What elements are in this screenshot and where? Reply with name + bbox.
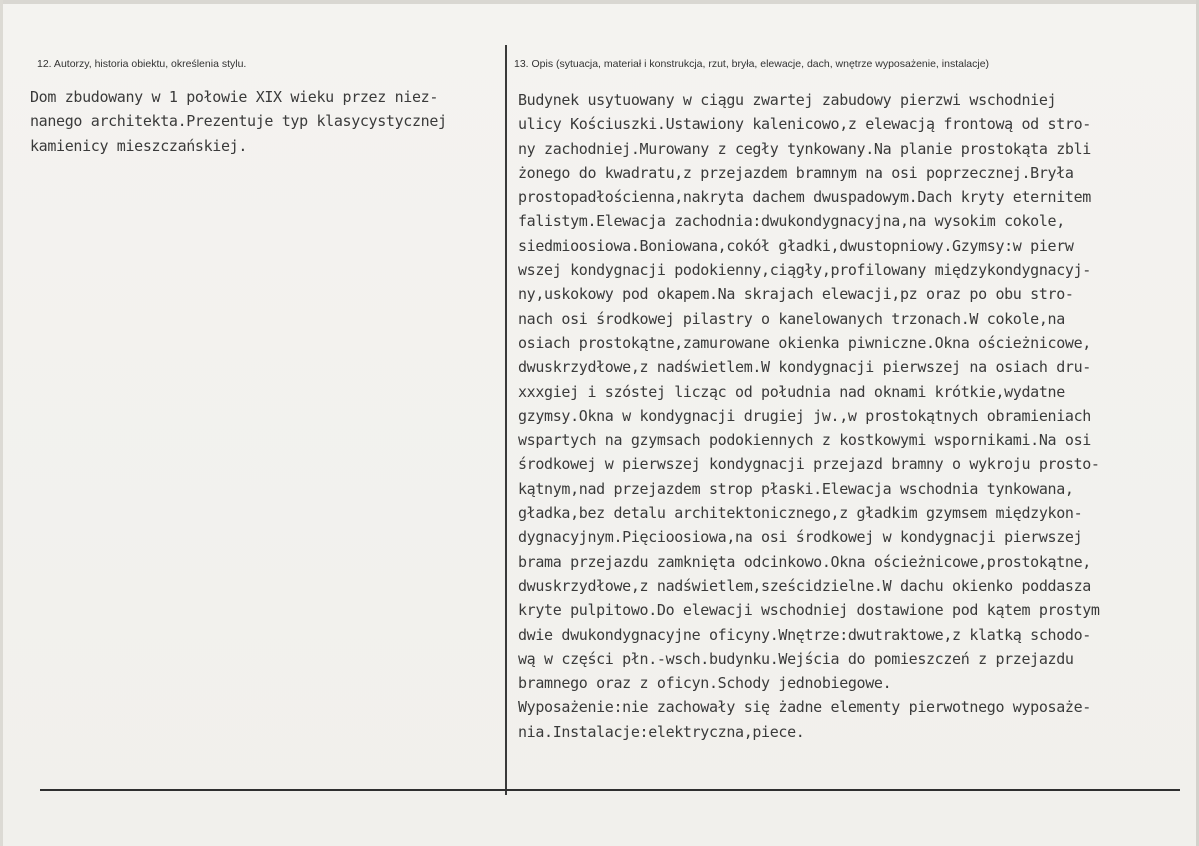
text-line: ulicy Kościuszki.Ustawiony kalenicowo,z elewacją frontową od stro-	[518, 115, 1091, 134]
text-line: Wyposażenie:nie zachowały się żadne elementy pierwotnego wyposaże-	[518, 698, 1091, 717]
text-line: bramnego oraz z oficyn.Schody jednobiegowe.	[518, 674, 892, 693]
text-line: osiach prostokątne,zamurowane okienka piwniczne.Okna ościeżnicowe,	[518, 333, 1091, 352]
text-line: nanego architekta.Prezentuje typ klasycystycznej	[30, 112, 447, 131]
text-line: falistym.Elewacja zachodnia:dwukondygnacyjna,na wysokim cokole,	[518, 212, 1065, 231]
text-line: dygnacyjnym.Pięcioosiowa,na osi środkowej w kondygnacji pierwszej	[518, 528, 1083, 547]
text-line: środkowej w pierwszej kondygnacji przejazd bramny o wykroju prosto-	[518, 455, 1100, 474]
text-line: żonego do kwadratu,z przejazdem bramnym na osi poprzecznej.Bryła	[518, 163, 1074, 182]
authors-history-text	[30, 85, 510, 158]
text-line: kamienicy mieszczańskiej.	[30, 136, 248, 155]
text-line: gzymsy.Okna w kondygnacji drugiej jw.,w prostokątnych obramieniach	[518, 406, 1091, 425]
text-line: ny zachodniej.Murowany z cegły tynkowany.Na planie prostokąta zbli	[518, 139, 1091, 158]
text-line: dwuskrzydłowe,z nadświetlem.W kondygnacji pierwszej na osiach dru-	[518, 358, 1091, 377]
text-line: gładka,bez detalu architektonicznego,z gładkim gzymsem międzykon-	[518, 504, 1083, 523]
text-line: nach osi środkowej pilastry o kanelowanych trzonach.W cokole,na	[518, 309, 1065, 328]
page-edge-top	[0, 0, 1199, 4]
text-line: xxxgiej i szóstej licząc od południa nad oknami krótkie,wydatne	[518, 382, 1065, 401]
text-line: dwie dwukondygnacyjne oficyny.Wnętrze:dwutraktowe,z klatką schodo-	[518, 625, 1091, 644]
text-line: Dom zbudowany w 1 połowie XIX wieku przez niez-	[30, 88, 438, 106]
page-edge-left	[0, 0, 3, 846]
text-line: prostopadłościenna,nakryta dachem dwuspadowym.Dach kryty eternitem	[518, 188, 1091, 207]
bottom-rule	[40, 789, 1180, 791]
text-line: siedmioosiowa.Boniowana,cokół gładki,dwustopniowy.Gzymsy:w pierw	[518, 236, 1074, 255]
text-line: dwuskrzydłowe,z nadświetlem,sześcidzielne.W dachu okienko poddasza	[518, 576, 1091, 595]
text-line: brama przejazdu zamknięta odcinkowo.Okna ościeżnicowe,prostokątne,	[518, 552, 1091, 571]
text-line: ny,uskokowy pod okapem.Na skrajach elewacji,pz oraz po obu stro-	[518, 285, 1074, 304]
text-line: kryte pulpitowo.Do elewacji wschodniej dostawione pod kątem prostym	[518, 601, 1100, 620]
text-line: nia.Instalacje:elektryczna,piece.	[518, 722, 805, 741]
text-line: kątnym,nad przejazdem strop płaski.Elewacja wschodnia tynkowana,	[518, 479, 1074, 498]
section-12-heading: 12. Autorzy, historia obiektu, określenia stylu.	[37, 58, 247, 70]
text-line: Budynek usytuowany w ciągu zwartej zabudowy pierzwi wschodniej	[518, 91, 1057, 109]
description-text	[518, 88, 1198, 744]
section-13-heading: 13. Opis (sytuacja, materiał i konstrukcja, rzut, bryła, elewacje, dach, wnętrze wyposażenie, instalacje)	[514, 58, 990, 70]
text-line: wszej kondygnacji podokienny,ciągły,profilowany międzykondygnacyj-	[518, 261, 1091, 280]
text-line: wą w części płn.-wsch.budynku.Wejścia do pomieszczeń z przejazdu	[518, 649, 1074, 668]
text-line: wspartych na gzymsach podokiennych z kostkowymi wspornikami.Na osi	[518, 431, 1091, 450]
